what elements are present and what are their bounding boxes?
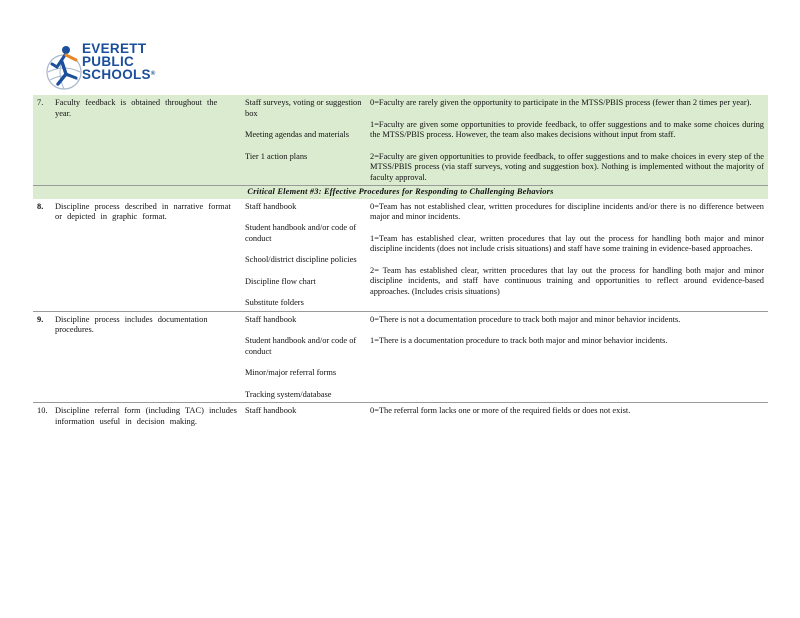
source-item: Minor/major referral forms bbox=[245, 368, 337, 377]
score-level: 2= Team has established clear, written procedures that lay out the process for handling both major and minor discipline incidents, and staff have continuous training and opportunities to reflect around evidence-based approaches. (Includes crisis situations) bbox=[370, 265, 764, 296]
data-sources bbox=[241, 199, 366, 312]
source-item: School/district discipline policies bbox=[245, 255, 357, 264]
data-sources bbox=[241, 95, 366, 186]
table-row bbox=[33, 311, 768, 403]
source-item: Staff handbook bbox=[245, 406, 297, 415]
score-level: 2=Faculty are given opportunities to provide feedback, to offer suggestions and to make choices in every step of the MTSS/PBIS process (via staff surveys, voting and suggestion box). Nothing is implemented without the majority of faculty approval. bbox=[370, 151, 764, 182]
rubric-table bbox=[33, 95, 768, 429]
item-number: 8. bbox=[33, 199, 51, 312]
source-item: Staff handbook bbox=[245, 314, 297, 324]
scoring-criteria bbox=[366, 95, 768, 186]
item-description: Discipline referral form (including TAC) includes information useful in decision making. bbox=[55, 406, 237, 426]
district-logo bbox=[44, 38, 184, 96]
logo-wordmark bbox=[82, 42, 156, 81]
score-level: 0=Team has not established clear, written procedures for discipline incidents and/or there is no difference between major and minor incidents. bbox=[370, 201, 764, 221]
source-item: Tier 1 action plans bbox=[245, 151, 308, 161]
data-sources bbox=[241, 311, 366, 403]
source-item: Tracking system/database bbox=[245, 389, 332, 399]
source-item: Meeting agendas and materials bbox=[245, 130, 349, 139]
item-description: Discipline process includes documentation procedures. bbox=[51, 311, 241, 403]
logo-line-1: EVERETT bbox=[82, 41, 147, 56]
item-number: 7. bbox=[33, 95, 51, 186]
source-item: Discipline flow chart bbox=[245, 276, 316, 286]
source-item: Student handbook and/or code of conduct bbox=[245, 223, 357, 243]
item-description: Discipline process described in narrative format or depicted in graphic format. bbox=[51, 199, 241, 312]
table-row bbox=[33, 403, 768, 430]
critical-element-heading bbox=[33, 186, 768, 199]
source-item: Student handbook and/or code of conduct bbox=[245, 336, 357, 356]
table-row bbox=[33, 199, 768, 312]
section-heading: Critical Element #3: Effective Procedures for Responding to Challenging Behaviors bbox=[33, 186, 768, 199]
item-number: 10. bbox=[37, 406, 48, 415]
score-level: 1=There is a documentation procedure to track both major and minor behavior incidents. bbox=[370, 336, 668, 345]
item-description: Faculty feedback is obtained throughout the year. bbox=[51, 95, 241, 186]
score-level: 0=Faculty are rarely given the opportunity to participate in the MTSS/PBIS process (fewer than 2 times per year). bbox=[370, 98, 752, 107]
score-level: 1=Faculty are given some opportunities to provide feedback, to offer suggestions and to make some choices during the MTSS/PBIS process. However, the team also makes decisions without input from staff. bbox=[370, 119, 764, 139]
logo-line-2: PUBLIC bbox=[82, 54, 135, 69]
source-item: Staff surveys, voting or suggestion box bbox=[245, 98, 362, 118]
data-sources bbox=[241, 403, 366, 430]
score-level: 0=The referral form lacks one or more of the required fields or does not exist. bbox=[370, 406, 631, 415]
scoring-criteria bbox=[366, 311, 768, 403]
scoring-criteria bbox=[366, 403, 768, 430]
item-number: 9. bbox=[33, 311, 51, 403]
scoring-criteria bbox=[366, 199, 768, 312]
score-level: 0=There is not a documentation procedure to track both major and minor behavior incidents. bbox=[370, 314, 681, 324]
table-row bbox=[33, 95, 768, 186]
logo-line-3: SCHOOLS® bbox=[82, 67, 156, 82]
source-item: Substitute folders bbox=[245, 298, 304, 307]
score-level: 1=Team has established clear, written procedures that lay out the process for handling both major and minor discipline incidents (does not include crisis situations) and staff have some training in evidence-based approaches. bbox=[370, 233, 764, 253]
runner-globe-icon bbox=[44, 42, 84, 94]
source-item: Staff handbook bbox=[245, 201, 297, 211]
